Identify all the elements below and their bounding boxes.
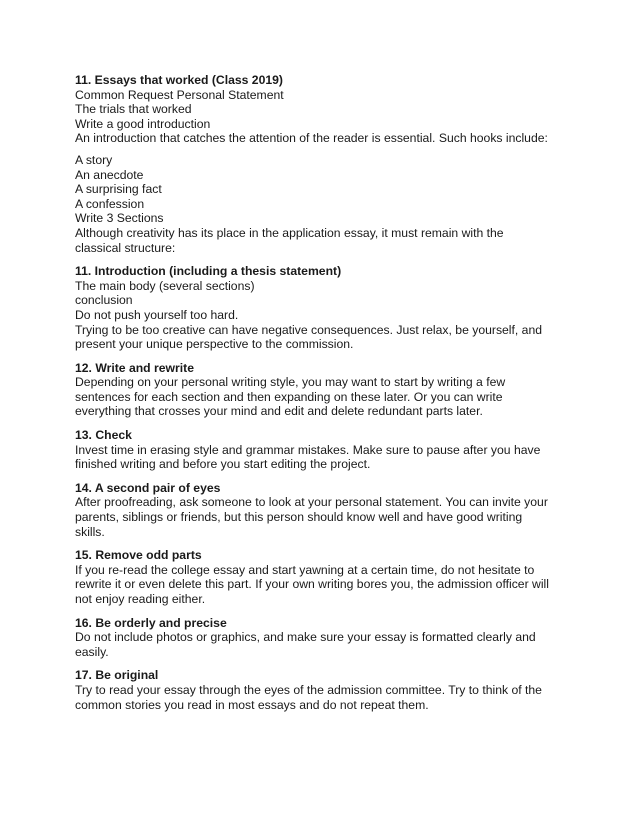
section-write-rewrite (75, 361, 575, 419)
section-second-pair (75, 481, 575, 539)
section-line: Try to read your essay through the eyes of the admission committee. Try to think of the (75, 682, 542, 697)
hook-item: Write 3 Sections (75, 211, 164, 226)
section-line: Do not push yourself too hard. (75, 307, 239, 322)
body-line: classical structure: (75, 240, 176, 255)
section-heading: 17. Be original (75, 668, 159, 683)
hook-item: An anecdote (75, 167, 144, 182)
section-line: The main body (several sections) (75, 278, 255, 293)
section-heading: 14. A second pair of eyes (75, 480, 221, 495)
section-line: After proofreading, ask someone to look at your personal statement. You can invite your (75, 495, 548, 510)
hook-item: A surprising fact (75, 182, 162, 197)
intro-line: An introduction that catches the attention of the reader is essential. Such hooks include: (75, 131, 548, 146)
intro-line: The trials that worked (75, 102, 192, 117)
section-heading: 11. Introduction (including a thesis statement) (75, 264, 342, 279)
section-heading: 13. Check (75, 428, 132, 443)
section-line: rewrite it or even delete this part. If your own writing bores you, the admission officer will (75, 577, 549, 592)
body-line: Although creativity has its place in the application essay, it must remain with the (75, 225, 504, 240)
section-remove-odd (75, 548, 575, 606)
section-line: Do not include photos or graphics, and make sure your essay is formatted clearly and (75, 630, 536, 645)
section-heading: 12. Write and rewrite (75, 360, 194, 375)
section-line: not enjoy reading either. (75, 592, 206, 606)
document-heading: 11. Essays that worked (Class 2019) (75, 73, 283, 87)
section-line: conclusion (75, 293, 133, 308)
section-line: parents, siblings or friends, but this person should know well and have good writing (75, 510, 523, 525)
hook-item: A story (75, 152, 113, 167)
section-line: If you re-read the college essay and start yawning at a certain time, do not hesitate to (75, 562, 535, 577)
section-check (75, 428, 575, 472)
intro-line: Write a good introduction (75, 116, 211, 131)
section-line: easily. (75, 644, 109, 659)
section-orderly (75, 616, 575, 660)
section-line: sentences for each section and then expanding on these later. Or you can write (75, 389, 503, 404)
section-introduction (75, 264, 575, 352)
section-line: Trying to be too creative can have negative consequences. Just relax, be yourself, and (75, 322, 543, 337)
section-line: Depending on your personal writing style, you may want to start by writing a few (75, 375, 506, 390)
section-heading: 16. Be orderly and precise (75, 615, 227, 630)
hook-item: A confession (75, 196, 145, 211)
section-heading: 15. Remove odd parts (75, 548, 202, 563)
section-line: Invest time in erasing style and grammar mistakes. Make sure to pause after you have (75, 442, 541, 457)
document-page (75, 73, 575, 712)
section-line: skills. (75, 524, 105, 539)
section-original (75, 668, 575, 712)
section-line: present your unique perspective to the commission. (75, 337, 354, 352)
intro-line: Common Request Personal Statement (75, 87, 284, 102)
section-line: finished writing and before you start editing the project. (75, 457, 371, 472)
section-line: everything that crosses your mind and edit and delete redundant parts later. (75, 404, 483, 419)
section-line: common stories you read in most essays and do not repeat them. (75, 697, 429, 712)
